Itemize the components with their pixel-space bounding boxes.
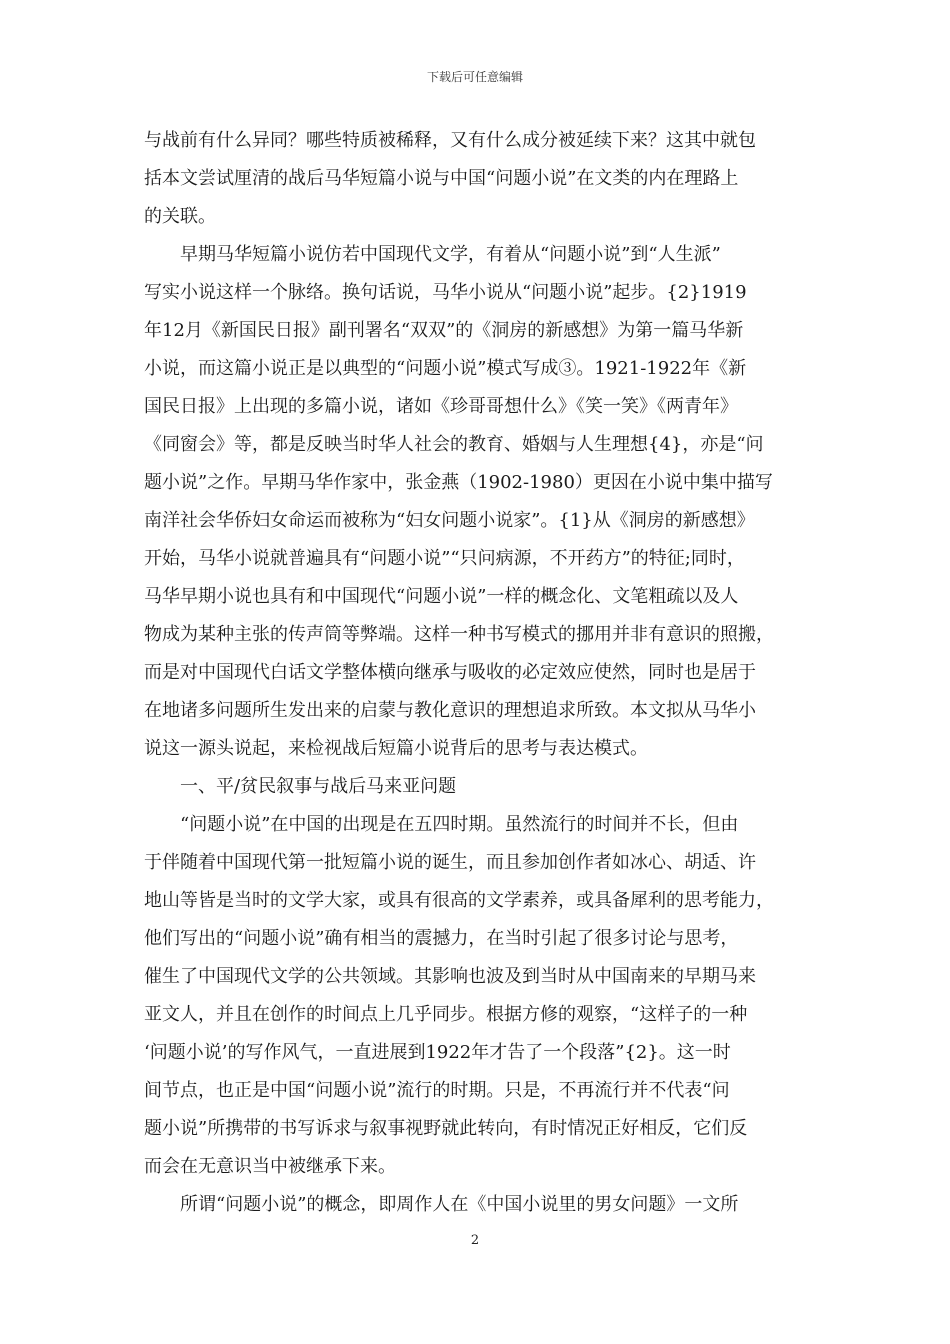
text-line: 一、平/贫民叙事与战后马来亚问题 <box>180 776 457 797</box>
text-line: 物成为某种主张的传声筒等弊端。这样一种书写模式的挪用并非有意识的照搬， <box>144 624 774 645</box>
page-number: 2 <box>470 1233 480 1248</box>
text-line: “问题小说”在中国的出现是在五四时期。虽然流行的时间并不长，但由 <box>180 814 739 835</box>
text-line: 于伴随着中国现代第一批短篇小说的诞生，而且参加创作者如冰心、胡适、许 <box>144 852 756 873</box>
body-text <box>144 122 808 1224</box>
text-line: 他们写出的“问题小说”确有相当的震撼力，在当时引起了很多讨论与思考， <box>144 928 739 949</box>
text-line: 亚文人，并且在创作的时间点上几乎同步。根据方修的观察，“这样子的一种 <box>144 1004 748 1025</box>
text-line: 写实小说这样一个脉络。换句话说，马华小说从“问题小说”起步。{2}1919 <box>144 282 747 303</box>
text-line: 括本文尝试厘清的战后马华短篇小说与中国“问题小说”在文类的内在理路上 <box>144 168 739 189</box>
text-line: 年12月《新国民日报》副刊署名“双双”的《洞房的新感想》为第一篇马华新 <box>144 320 744 341</box>
text-line: 早期马华短篇小说仿若中国现代文学，有着从“问题小说”到“人生派” <box>180 244 721 265</box>
text-line: 间节点，也正是中国“问题小说”流行的时期。只是，不再流行并不代表“问 <box>144 1080 730 1101</box>
text-line: 南洋社会华侨妇女命运而被称为“妇女问题小说家”。{1}从《洞房的新感想》 <box>144 510 755 531</box>
text-line: 说这一源头说起，来检视战后短篇小说背后的思考与表达模式。 <box>144 738 648 759</box>
text-line: 而会在无意识当中被继承下来。 <box>144 1156 396 1177</box>
text-line: 《同窗会》等，都是反映当时华人社会的教育、婚姻与人生理想{4}，亦是“问 <box>144 434 764 455</box>
text-line: 地山等皆是当时的文学大家，或具有很高的文学素养，或具备犀利的思考能力， <box>144 890 774 911</box>
text-line: 的关联。 <box>144 206 216 227</box>
text-line: 题小说”之作。早期马华作家中，张金燕（1902-1980）更因在小说中集中描写 <box>144 472 773 493</box>
text-line: 而是对中国现代白话文学整体横向继承与吸收的必定效应使然，同时也是居于 <box>144 662 756 683</box>
text-line: 开始，马华小说就普遍具有“问题小说”“只问病源，不开药方”的特征;同时， <box>144 548 745 569</box>
text-line: 题小说”所携带的书写诉求与叙事视野就此转向，有时情况正好相反，它们反 <box>144 1118 748 1139</box>
text-line: 马华早期小说也具有和中国现代“问题小说”一样的概念化、文笔粗疏以及人 <box>144 586 739 607</box>
text-line: 与战前有什么异同？哪些特质被稀释，又有什么成分被延续下来？这其中就包 <box>144 130 756 151</box>
text-line: 催生了中国现代文学的公共领域。其影响也波及到当时从中国南来的早期马来 <box>144 966 756 987</box>
text-line: 小说，而这篇小说正是以典型的“问题小说”模式写成③。1921-1922年《新 <box>144 358 747 379</box>
text-line: 所谓“问题小说”的概念，即周作人在《中国小说里的男女问题》一文所 <box>180 1194 739 1215</box>
text-line: ‘问题小说’的写作风气，一直进展到1922年才告了一个段落”{2}。这一时 <box>144 1042 731 1063</box>
page-header: 下载后可任意编辑 <box>426 70 523 84</box>
text-line: 在地诸多问题所生发出来的启蒙与教化意识的理想追求所致。本文拟从马华小 <box>144 700 756 721</box>
text-line: 国民日报》上出现的多篇小说，诸如《珍哥哥想什么》《笑一笑》《两青年》 <box>144 396 738 417</box>
